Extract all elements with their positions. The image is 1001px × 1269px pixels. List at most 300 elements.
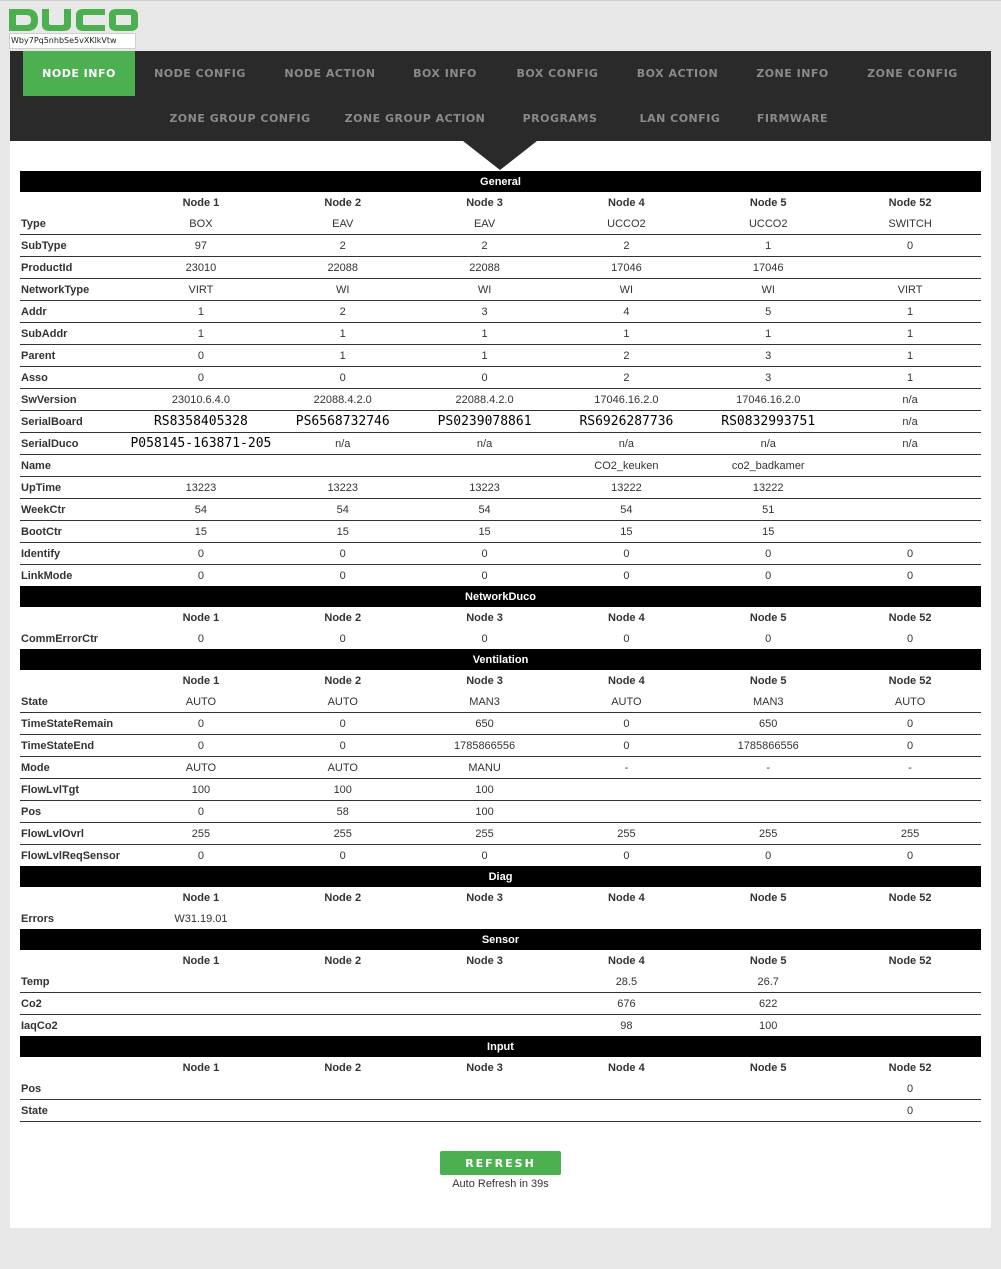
cell-value xyxy=(839,971,981,993)
cell-value: 0 xyxy=(414,367,556,389)
node-column-header: Node 5 xyxy=(749,954,787,967)
cell-value xyxy=(697,1078,839,1100)
cell-value: 0 xyxy=(765,632,772,645)
node-column-header: Node 1 xyxy=(182,611,220,624)
node-column-header: Node 4 xyxy=(608,891,645,904)
node-column-header: Node 3 xyxy=(466,196,503,209)
cell-value: VIRT xyxy=(130,279,272,301)
nav-pointer xyxy=(463,141,537,170)
node-column-header: Node 3 xyxy=(466,674,503,687)
node-column-header: Node 5 xyxy=(749,196,787,209)
table-row xyxy=(20,345,981,367)
section-header-general xyxy=(20,171,981,192)
cell-value: MAN3 xyxy=(414,691,556,713)
row-label: WeekCtr xyxy=(20,499,130,521)
cell-value: n/a xyxy=(839,433,981,455)
cell-value: 97 xyxy=(130,235,272,257)
row-label: State xyxy=(20,1100,130,1122)
cell-value: 1 xyxy=(839,323,981,345)
row-label: Pos xyxy=(20,1078,130,1100)
cell-value xyxy=(272,993,414,1015)
table-row xyxy=(20,213,981,235)
row-label: FlowLvlReqSensor xyxy=(21,849,121,862)
nav-item-node-action[interactable]: NODE ACTION xyxy=(284,67,376,80)
cell-value xyxy=(839,521,981,543)
cell-value: AUTO xyxy=(130,691,272,713)
node-column-header: Node 2 xyxy=(324,891,362,904)
node-column-header: Node 52 xyxy=(888,196,932,209)
node-column-header: Node 3 xyxy=(466,954,503,967)
empty-cell xyxy=(20,607,130,628)
row-label: LinkMode xyxy=(21,569,73,582)
cell-value: 1785866556 xyxy=(414,735,556,757)
cell-value: 0 xyxy=(555,543,697,565)
cell-value: 0 xyxy=(839,735,981,757)
cell-value: 15 xyxy=(414,521,556,543)
node-column-header: Node 4 xyxy=(608,196,645,209)
cell-value: 100 xyxy=(759,1019,778,1032)
section-title: Input xyxy=(20,1036,981,1057)
node-column-header: Node 4 xyxy=(608,954,645,967)
nav-item-zone-group-action[interactable]: ZONE GROUP ACTION xyxy=(344,112,486,125)
refresh-button[interactable]: REFRESH xyxy=(440,1151,561,1175)
cell-value: 26.7 xyxy=(697,971,839,993)
cell-value xyxy=(272,908,414,929)
node-column-header: Node 3 xyxy=(466,1061,503,1074)
cell-value xyxy=(272,1100,414,1122)
row-label: NetworkType xyxy=(20,279,130,301)
cell-value: 0 xyxy=(907,569,914,582)
cell-value: 0 xyxy=(130,367,272,389)
cell-value: 3 xyxy=(414,301,556,323)
cell-value: UCCO2 xyxy=(697,213,839,235)
cell-value: 1 xyxy=(130,301,272,323)
cell-value: 5 xyxy=(697,301,839,323)
node-column-header: Node 1 xyxy=(182,196,220,209)
cell-value: WI xyxy=(272,279,414,301)
cell-value: n/a xyxy=(414,433,556,455)
cell-value: W31.19.01 xyxy=(174,912,228,925)
node-column-header: Node 1 xyxy=(182,954,220,967)
cell-value: 255 xyxy=(697,823,839,845)
cell-value: CO2_keuken xyxy=(555,455,697,477)
cell-value xyxy=(130,1100,272,1122)
table-row xyxy=(20,411,981,433)
cell-value: 0 xyxy=(839,235,981,257)
node-header-row xyxy=(20,887,981,908)
table-row xyxy=(20,779,981,801)
row-label: TimeStateRemain xyxy=(20,713,130,735)
table-row xyxy=(20,279,981,301)
node-column-header: Node 2 xyxy=(324,954,362,967)
cell-value: co2_badkamer xyxy=(697,455,839,477)
table-row xyxy=(20,565,981,587)
cell-value: n/a xyxy=(697,433,839,455)
cell-value: - xyxy=(839,757,981,779)
cell-value xyxy=(414,1100,556,1122)
cell-value: 22088.4.2.0 xyxy=(272,389,414,411)
table-row xyxy=(20,499,981,521)
cell-value xyxy=(414,908,556,929)
section-title: Ventilation xyxy=(20,649,981,670)
table-row xyxy=(20,845,981,867)
cell-value: 1 xyxy=(272,323,414,345)
cell-value: WI xyxy=(414,279,556,301)
row-label: Identify xyxy=(20,543,130,565)
cell-value: 255 xyxy=(839,823,981,845)
cell-value: 0 xyxy=(130,713,272,735)
table-row xyxy=(20,801,981,823)
cell-value: AUTO xyxy=(839,691,981,713)
row-label: Temp xyxy=(20,971,130,993)
top-border xyxy=(0,0,1001,1)
cell-value: AUTO xyxy=(555,691,697,713)
node-header-row xyxy=(20,607,981,628)
cell-value: 3 xyxy=(697,345,839,367)
table-row xyxy=(20,971,981,993)
cell-value: 54 xyxy=(555,499,697,521)
cell-value xyxy=(839,499,981,521)
node-column-header: Node 4 xyxy=(608,1061,645,1074)
cell-value xyxy=(272,1078,414,1100)
cell-value: 1 xyxy=(697,235,839,257)
cell-value: AUTO xyxy=(272,757,414,779)
cell-value: 2 xyxy=(555,235,697,257)
cell-value: 54 xyxy=(414,499,556,521)
cell-value xyxy=(130,455,272,477)
cell-value: RS0832993751 xyxy=(697,411,839,433)
cell-value: 1785866556 xyxy=(697,735,839,757)
cell-value: MAN3 xyxy=(697,691,839,713)
cell-value: 15 xyxy=(130,521,272,543)
cell-value: 0 xyxy=(907,632,914,645)
row-label: BootCtr xyxy=(20,521,130,543)
cell-value xyxy=(414,1015,556,1037)
cell-value: 100 xyxy=(130,779,272,801)
cell-value: 0 xyxy=(130,801,272,823)
row-label: Pos xyxy=(20,801,130,823)
cell-value xyxy=(414,455,556,477)
cell-value: 13223 xyxy=(414,477,556,499)
node-column-header: Node 1 xyxy=(182,891,220,904)
empty-cell xyxy=(20,950,130,971)
nav-item-box-config[interactable]: BOX CONFIG xyxy=(516,67,599,80)
cell-value: 15 xyxy=(697,521,839,543)
section-header-diag xyxy=(20,866,981,887)
nav-item-zone-info[interactable]: ZONE INFO xyxy=(756,67,829,80)
cell-value: n/a xyxy=(839,411,981,433)
cell-value: 1 xyxy=(414,345,556,367)
cell-value: n/a xyxy=(272,433,414,455)
row-label: Mode xyxy=(20,757,130,779)
nav-item-box-info[interactable]: BOX INFO xyxy=(413,67,477,80)
cell-value: 0 xyxy=(339,849,346,862)
node-column-header: Node 5 xyxy=(749,674,787,687)
cell-value: n/a xyxy=(839,389,981,411)
section-header-input xyxy=(20,1036,981,1057)
row-label: Errors xyxy=(21,912,55,925)
cell-value: 0 xyxy=(272,367,414,389)
nav-item-node-info[interactable]: NODE INFO xyxy=(23,51,135,96)
cell-value xyxy=(272,971,414,993)
cell-value: RS8358405328 xyxy=(130,411,272,433)
cell-value xyxy=(130,971,272,993)
table-row xyxy=(20,323,981,345)
section-title: Sensor xyxy=(20,929,981,950)
node-column-header: Node 5 xyxy=(749,611,787,624)
cell-value: 1 xyxy=(555,323,697,345)
row-label: Name xyxy=(20,455,130,477)
nav-item-zone-config[interactable]: ZONE CONFIG xyxy=(867,67,958,80)
cell-value: 22088.4.2.0 xyxy=(414,389,556,411)
cell-value: 2 xyxy=(272,235,414,257)
cell-value: 51 xyxy=(697,499,839,521)
section-header-networkduco xyxy=(20,586,981,607)
cell-value: 15 xyxy=(272,521,414,543)
node-column-header: Node 2 xyxy=(324,196,362,209)
node-header-row xyxy=(20,670,981,691)
cell-value: 0 xyxy=(481,849,488,862)
cell-value xyxy=(697,801,839,823)
cell-value: 0 xyxy=(839,713,981,735)
cell-value xyxy=(839,779,981,801)
cell-value: 0 xyxy=(765,849,772,862)
section-title: Diag xyxy=(20,866,981,887)
row-label: IaqCo2 xyxy=(21,1019,58,1032)
table-row xyxy=(20,367,981,389)
cell-value: 100 xyxy=(414,801,556,823)
table-row xyxy=(20,691,981,713)
cell-value xyxy=(839,1015,981,1037)
cell-value: 650 xyxy=(414,713,556,735)
table-row xyxy=(20,757,981,779)
nav-item-zone-group-config[interactable]: ZONE GROUP CONFIG xyxy=(169,112,311,125)
cell-value: 0 xyxy=(272,713,414,735)
cell-value: n/a xyxy=(555,433,697,455)
node-column-header: Node 52 xyxy=(888,1061,932,1074)
cell-value: 54 xyxy=(130,499,272,521)
cell-value: 0 xyxy=(272,543,414,565)
cell-value: 0 xyxy=(481,569,488,582)
cell-value: RS6926287736 xyxy=(555,411,697,433)
row-label: TimeStateEnd xyxy=(20,735,130,757)
node-column-header: Node 5 xyxy=(749,1061,787,1074)
table-row xyxy=(20,301,981,323)
duco-logo xyxy=(9,5,139,33)
node-info-table xyxy=(20,171,981,1122)
cell-value: 13222 xyxy=(555,477,697,499)
cell-value xyxy=(697,1100,839,1122)
cell-value: 0 xyxy=(197,849,204,862)
cell-value: 2 xyxy=(414,235,556,257)
cell-value: 1 xyxy=(272,345,414,367)
cell-value: 0 xyxy=(339,569,346,582)
cell-value: SWITCH xyxy=(839,213,981,235)
cell-value: 15 xyxy=(555,521,697,543)
cell-value: 23010.6.4.0 xyxy=(130,389,272,411)
cell-value xyxy=(130,1078,272,1100)
cell-value: 0 xyxy=(555,713,697,735)
cell-value xyxy=(839,801,981,823)
cell-value xyxy=(555,908,697,929)
row-label: SubType xyxy=(20,235,130,257)
row-label: UpTime xyxy=(20,477,130,499)
cell-value: WI xyxy=(555,279,697,301)
table-row xyxy=(20,628,981,649)
cell-value: 0 xyxy=(555,735,697,757)
row-label: Asso xyxy=(20,367,130,389)
node-column-header: Node 4 xyxy=(608,674,645,687)
empty-cell xyxy=(20,670,130,691)
cell-value: 54 xyxy=(272,499,414,521)
section-title: General xyxy=(20,171,981,192)
cell-value: 0 xyxy=(130,543,272,565)
cell-value: 650 xyxy=(697,713,839,735)
cell-value: EAV xyxy=(414,213,556,235)
nav-item-lan-config[interactable]: LAN CONFIG xyxy=(639,112,721,125)
row-label: Type xyxy=(20,213,130,235)
cell-value: 0 xyxy=(623,569,630,582)
cell-value: 100 xyxy=(414,779,556,801)
cell-value: 28.5 xyxy=(555,971,697,993)
cell-value: UCCO2 xyxy=(555,213,697,235)
row-label: Addr xyxy=(20,301,130,323)
cell-value: WI xyxy=(697,279,839,301)
node-column-header: Node 52 xyxy=(888,954,932,967)
cell-value: 13223 xyxy=(272,477,414,499)
cell-value: 0 xyxy=(197,632,204,645)
cell-value: 0 xyxy=(623,632,630,645)
cell-value: 13223 xyxy=(130,477,272,499)
row-label: ProductId xyxy=(20,257,130,279)
cell-value: MANU xyxy=(414,757,556,779)
cell-value: 1 xyxy=(839,367,981,389)
node-header-row xyxy=(20,192,981,213)
cell-value: 0 xyxy=(414,543,556,565)
cell-value: 0 xyxy=(339,632,346,645)
cell-value xyxy=(555,779,697,801)
cell-value: 0 xyxy=(197,569,204,582)
table-row xyxy=(20,1100,981,1122)
cell-value: VIRT xyxy=(839,279,981,301)
cell-value: 2 xyxy=(272,301,414,323)
nav-item-programs[interactable]: PROGRAMS xyxy=(522,112,598,125)
cell-value: 0 xyxy=(839,1100,981,1122)
row-label: SerialDuco xyxy=(20,433,130,455)
node-column-header: Node 1 xyxy=(182,1061,220,1074)
table-row xyxy=(20,389,981,411)
row-label: SwVersion xyxy=(20,389,130,411)
cell-value: 0 xyxy=(765,569,772,582)
node-column-header: Node 2 xyxy=(324,611,362,624)
table-row xyxy=(20,908,981,929)
cell-value: 17046.16.2.0 xyxy=(697,389,839,411)
auto-refresh-status: Auto Refresh in 39s xyxy=(452,1178,549,1190)
cell-value xyxy=(839,477,981,499)
node-column-header: Node 52 xyxy=(888,611,932,624)
cell-value: 255 xyxy=(414,823,556,845)
row-label: FlowLvlTgt xyxy=(20,779,130,801)
cell-value: 17046 xyxy=(555,257,697,279)
cell-value: 0 xyxy=(130,735,272,757)
cell-value: 2 xyxy=(555,345,697,367)
cell-value xyxy=(839,257,981,279)
cell-value xyxy=(697,908,839,929)
cell-value: 17046.16.2.0 xyxy=(555,389,697,411)
cell-value: 100 xyxy=(272,779,414,801)
cell-value: 23010 xyxy=(130,257,272,279)
cell-value: 255 xyxy=(555,823,697,845)
cell-value xyxy=(414,993,556,1015)
cell-value: 0 xyxy=(481,632,488,645)
cell-value xyxy=(130,1015,272,1037)
table-row xyxy=(20,1078,981,1100)
cell-value xyxy=(555,1100,697,1122)
main-panel xyxy=(10,51,991,1228)
row-label: SubAddr xyxy=(20,323,130,345)
table-row xyxy=(20,477,981,499)
cell-value xyxy=(272,455,414,477)
table-row xyxy=(20,735,981,757)
cell-value: 0 xyxy=(697,543,839,565)
cell-value xyxy=(414,971,556,993)
cell-value: 58 xyxy=(272,801,414,823)
cell-value: - xyxy=(697,757,839,779)
section-header-ventilation xyxy=(20,649,981,670)
row-label: Co2 xyxy=(20,993,130,1015)
node-column-header: Node 1 xyxy=(182,674,220,687)
cell-value: 1 xyxy=(697,323,839,345)
table-row xyxy=(20,993,981,1015)
node-column-header: Node 3 xyxy=(466,611,503,624)
cell-value: 1 xyxy=(130,323,272,345)
table-row xyxy=(20,823,981,845)
cell-value: EAV xyxy=(272,213,414,235)
cell-value: BOX xyxy=(130,213,272,235)
cell-value xyxy=(272,1015,414,1037)
row-label: CommErrorCtr xyxy=(21,632,99,645)
row-label: Parent xyxy=(20,345,130,367)
cell-value: 255 xyxy=(272,823,414,845)
table-row xyxy=(20,1015,981,1037)
table-row xyxy=(20,235,981,257)
nav-bar xyxy=(10,51,991,141)
cell-value: 2 xyxy=(555,367,697,389)
cell-value: P058145-163871-205 xyxy=(130,433,272,455)
cell-value: 0 xyxy=(839,543,981,565)
cell-value: 676 xyxy=(555,993,697,1015)
serial-field[interactable]: Wby7Pq5nhbSe5vXKlkVtw xyxy=(9,33,136,49)
node-column-header: Node 4 xyxy=(608,611,645,624)
section-title: NetworkDuco xyxy=(20,586,981,607)
cell-value: 0 xyxy=(272,735,414,757)
cell-value: 255 xyxy=(130,823,272,845)
cell-value: - xyxy=(555,757,697,779)
cell-value: 98 xyxy=(620,1019,633,1032)
table-row xyxy=(20,433,981,455)
cell-value xyxy=(839,993,981,1015)
cell-value xyxy=(555,1078,697,1100)
node-column-header: Node 2 xyxy=(324,1061,362,1074)
table-row xyxy=(20,455,981,477)
table-row xyxy=(20,521,981,543)
cell-value: 3 xyxy=(697,367,839,389)
nav-item-firmware[interactable]: FIRMWARE xyxy=(756,112,829,125)
node-header-row xyxy=(20,1057,981,1078)
nav-item-node-config[interactable]: NODE CONFIG xyxy=(154,67,246,80)
cell-value: 13222 xyxy=(697,477,839,499)
nav-item-box-action[interactable]: BOX ACTION xyxy=(636,67,719,80)
